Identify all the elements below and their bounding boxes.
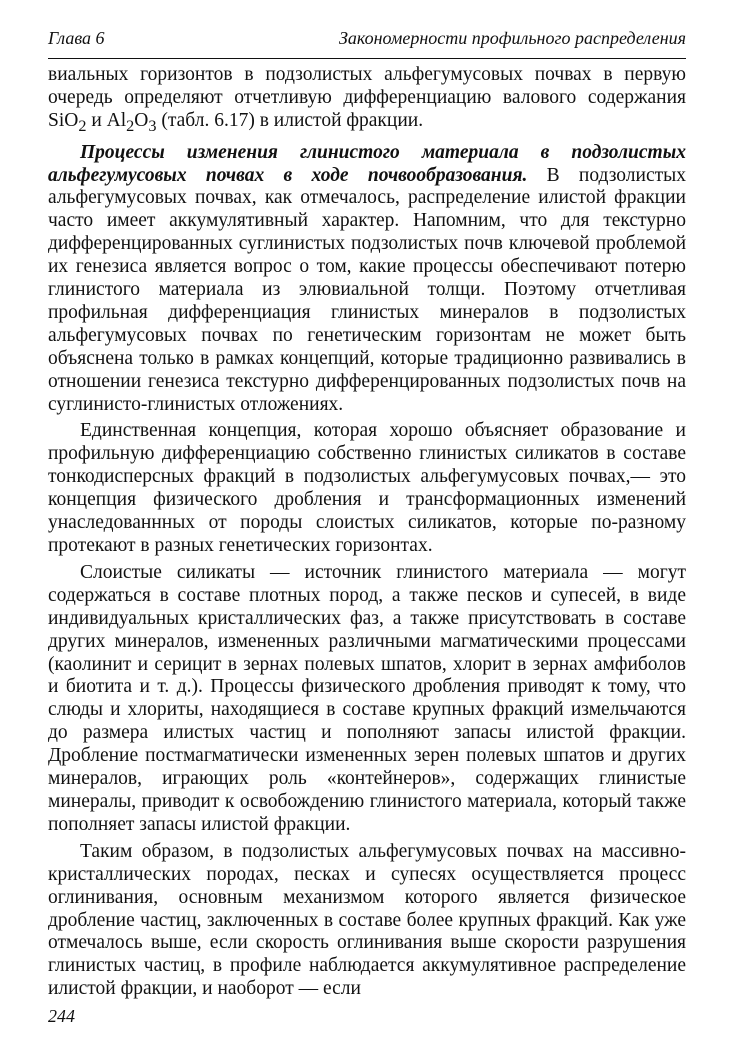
body-text [48,64,686,1005]
page-number: 244 [48,1006,75,1026]
subscript: 3 [148,116,157,135]
paragraph-continuation [48,64,686,138]
text-run: O [134,109,149,131]
subscript: 2 [126,116,135,135]
running-title: Закономерности профильного распределения [338,28,686,48]
running-header [48,26,686,50]
text-run: (табл. 6.17) в илистой фракции. [156,109,424,131]
chapter-label: Глава 6 [48,28,105,48]
paragraph-section-lead [48,142,686,417]
paragraph: Слоистые силикаты — источник глинистого материала — могут содержаться в составе плотных пород, а также песков и супесей, в виде индивидуальных кристаллических фаз, а также присутствовать в составе других минералов, измененных различными магматическими процессами (каолинит и серицит в зернах полевых шпатов, хлорит в зернах амфиболов и биотита и т. д.). Процессы физического дробления приводят к тому, что слюды и хлориты, находящиеся в составе крупных фракций измельчаются до размера илистых частиц и пополняют запасы илистой фракции. Дробление постмагматически измененных зерен полевых шпатов и других минералов, играющих роль «контейнеров», содержащих глинистые минералы, приводит к освобождению глинистого материала, который также пополняет запасы илистой фракции. [48,561,686,835]
header-rule [48,58,686,59]
paragraph: Единственная концепция, которая хорошо объясняет образование и профильную дифференциацию собственно глинистых силикатов в составе тонкодисперсных фракций в подзолистых альфегумусовых почвах,— это концепция физического дробления и трансформационных изменений унаследованнных от породы слоистых силикатов, которые по-разному протекают в разных генетических горизонтах. [48,420,686,557]
run-in-heading: Процессы изменения глинистого материала в подзолистых альфегумусовых почвах в ходе почвообразования. [48,141,686,186]
paragraph: Таким образом, в подзолистых альфегумусовых почвах на массивно-кристаллических породах, песках и супесях осуществляется процесс оглинивания, основным механизмом которого является физическое дробление частиц, заключенных в составе более крупных фракций. Как уже отмечалось выше, если скорость оглинивания выше скорости разрушения глинистых частиц, в профиле наблюдается аккумулятивное распределение илистой фракции, и наоборот — если [48,840,686,1000]
text-run: и Al [86,109,127,131]
subscript: 2 [78,116,87,135]
text-run: В подзолистых альфегумусовых почвах, как отмечалось, распределение илистой фракции часто имеет аккумулятивный характер. Напомним, что для текстурно дифференцированных суглинистых подзолистых почв ключевой проблемой их генезиса является вопрос о том, какие процессы обеспечивают потерю глинистого материала из элювиальной толщи. Поэтому отчетливая профильная дифференциация глинистых минералов в подзолистых альфегумусовых почвах по генетическим горизонтам не может быть объяснена только в рамках концепций, которые традиционно развивались в отношении генезиса текстурно дифференцированных подзолистых почв на суглинисто-глинистых отложениях. [48,164,686,415]
text-run: виальных горизонтов в подзолистых альфегумусовых почвах в первую очередь определяют отчетливую дифференциацию валового содержания SiO [48,64,686,131]
